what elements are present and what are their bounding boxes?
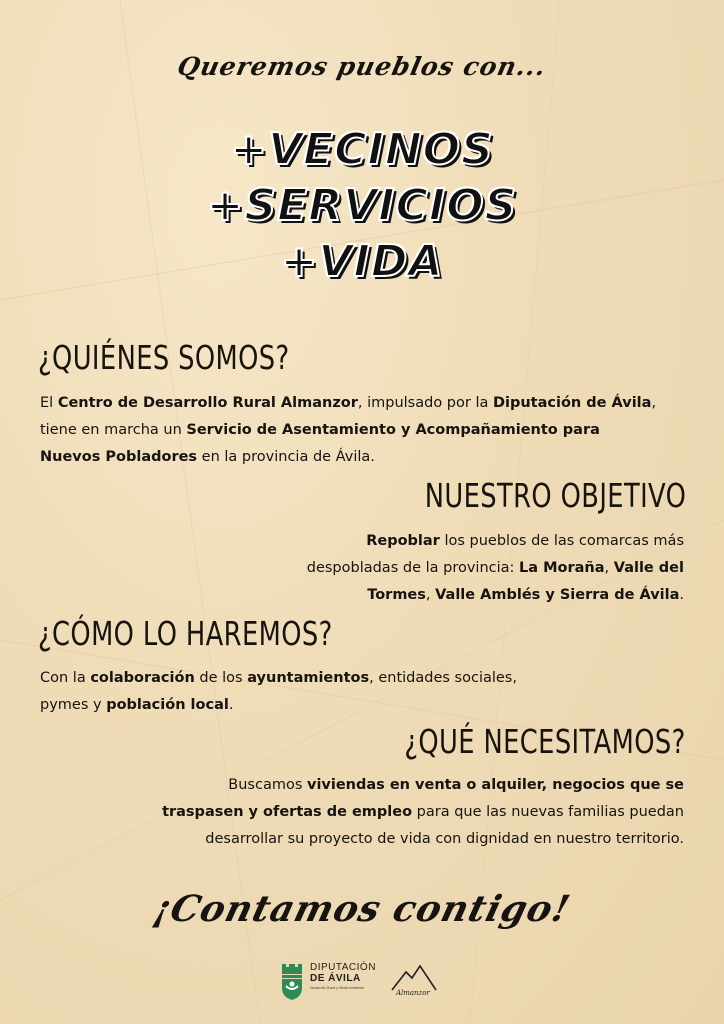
who-line-3: Nuevos Pobladores en la provincia de Ávila. bbox=[40, 449, 375, 465]
need-heading: ¿QUÉ NECESITAMOS? bbox=[404, 722, 686, 761]
who-paragraph bbox=[40, 390, 690, 471]
need-line-3: desarrollar su proyecto de vida con dignidad en nuestro territorio. bbox=[205, 831, 684, 847]
how-line-2: pymes y población local. bbox=[40, 697, 234, 713]
who-line-2: tiene en marcha un Servicio de Asentamiento y Acompañamiento para bbox=[40, 422, 600, 438]
need-line-1: Buscamos viviendas en venta o alquiler, negocios que se bbox=[228, 777, 684, 793]
diputacion-shield-icon bbox=[280, 962, 304, 1000]
slogan-vida: +VIDA bbox=[280, 236, 444, 287]
almanzor-logo bbox=[390, 962, 438, 1002]
how-line-1: Con la colaboración de los ayuntamientos, entidades sociales, bbox=[40, 670, 517, 686]
need-line-2: traspasen y ofertas de empleo para que las nuevas familias puedan bbox=[162, 804, 684, 820]
almanzor-name: Almanzor bbox=[395, 989, 430, 997]
mountain-icon bbox=[390, 962, 438, 992]
objective-paragraph bbox=[307, 528, 684, 609]
objective-line-1: Repoblar los pueblos de las comarcas más bbox=[366, 533, 684, 549]
logos bbox=[280, 962, 438, 1002]
objective-line-2: despobladas de la provincia: La Moraña, Valle del bbox=[306, 560, 684, 576]
how-paragraph bbox=[40, 665, 690, 719]
objective-line-3: Tormes, Valle Amblés y Sierra de Ávila. bbox=[367, 587, 684, 603]
who-line-1: El Centro de Desarrollo Rural Almanzor, impulsado por la Diputación de Ávila, bbox=[40, 395, 657, 411]
slogan-servicios: +SERVICIOS bbox=[206, 180, 518, 231]
diputacion-line-1: DIPUTACIÓN bbox=[310, 962, 376, 973]
diputacion-line-2: DE ÁVILA bbox=[310, 973, 361, 984]
need-paragraph bbox=[162, 772, 684, 853]
how-heading: ¿CÓMO LO HAREMOS? bbox=[38, 614, 333, 653]
diputacion-logo bbox=[280, 962, 376, 1000]
objective-heading: NUESTRO OBJETIVO bbox=[424, 476, 686, 515]
slogan-vecinos: +VECINOS bbox=[230, 124, 494, 175]
slogans bbox=[0, 122, 724, 290]
diputacion-subtitle: Desarrollo Rural y Medio Ambiente bbox=[310, 986, 365, 990]
diputacion-text bbox=[310, 962, 376, 990]
closing-message: ¡Contamos contigo! bbox=[149, 888, 575, 930]
tagline: Queremos pueblos con... bbox=[174, 52, 550, 81]
who-heading: ¿QUIÉNES SOMOS? bbox=[38, 338, 290, 377]
